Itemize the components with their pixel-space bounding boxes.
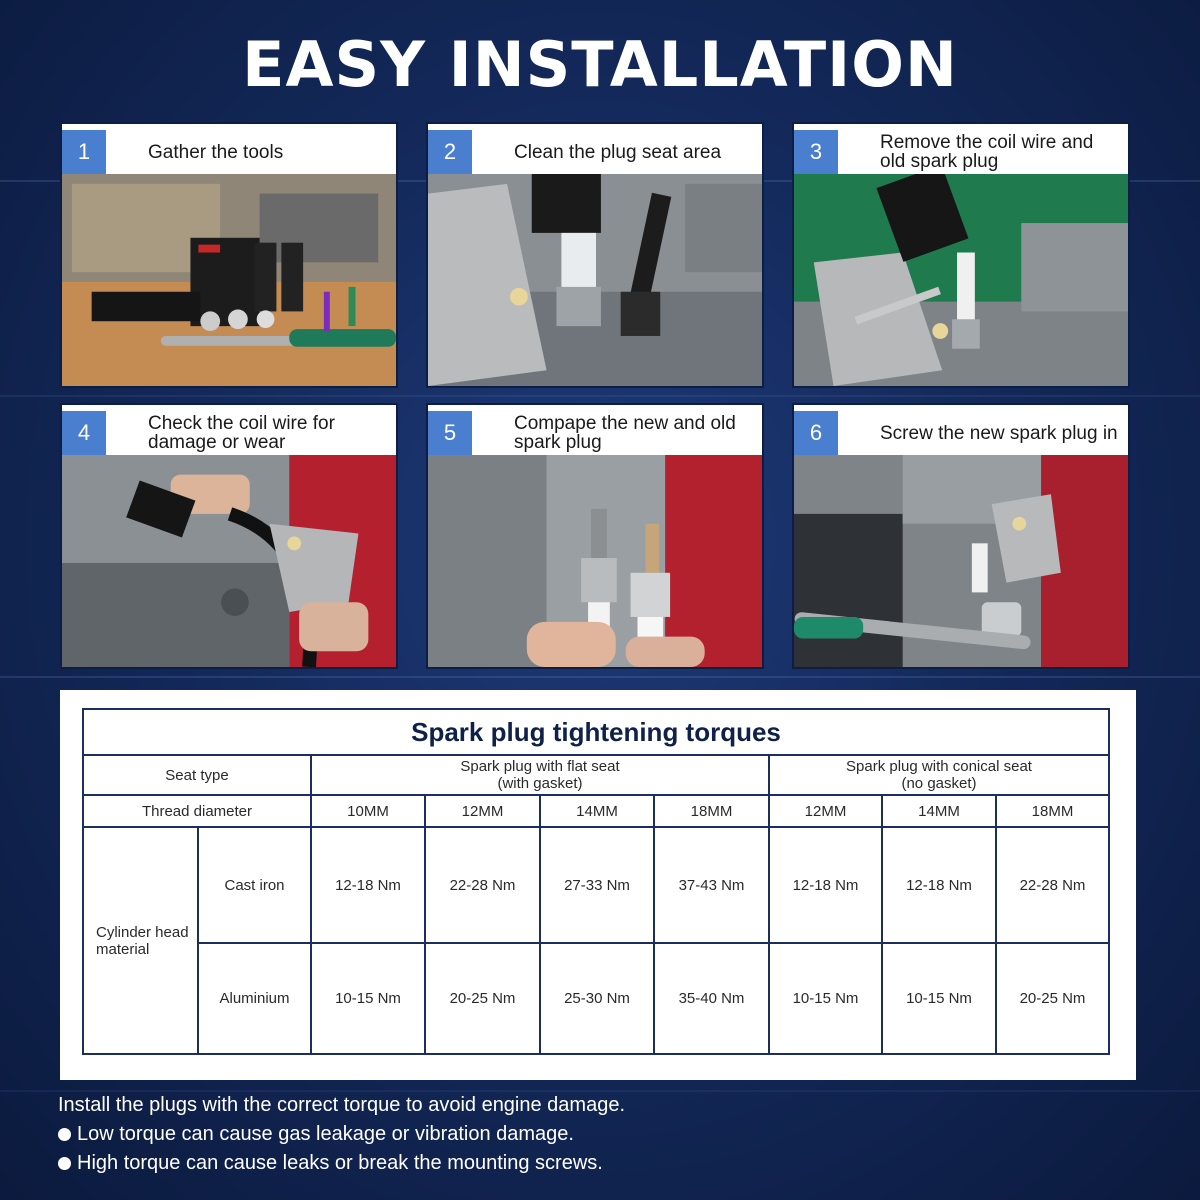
seat-type-label: Seat type bbox=[84, 756, 312, 796]
torque-panel bbox=[60, 690, 1136, 1080]
thread-cell: 12MM bbox=[770, 796, 883, 828]
torque-notes bbox=[58, 1092, 625, 1177]
bullet-dot-icon bbox=[58, 1128, 71, 1141]
step-header bbox=[794, 405, 1128, 453]
torque-cell: 22-28 Nm bbox=[426, 828, 541, 944]
material-label: Cylinder head material bbox=[84, 828, 199, 1053]
step-caption: Screw the new spark plug in bbox=[880, 422, 1118, 444]
step-header bbox=[428, 405, 762, 453]
torque-cell: 37-43 Nm bbox=[655, 828, 770, 944]
step-card-1 bbox=[60, 122, 398, 388]
step-header bbox=[794, 124, 1128, 172]
step-card-6 bbox=[792, 403, 1130, 669]
table-title: Spark plug tightening torques bbox=[84, 710, 1108, 756]
step-card-2 bbox=[426, 122, 764, 388]
cleaning-photo bbox=[428, 174, 762, 386]
torque-cell: 12-18 Nm bbox=[770, 828, 883, 944]
torque-cell: 10-15 Nm bbox=[883, 944, 997, 1053]
step-caption: Compape the new and old spark plug bbox=[514, 413, 736, 453]
thread-cell: 18MM bbox=[655, 796, 770, 828]
step-header bbox=[62, 124, 396, 172]
tools-photo bbox=[62, 174, 396, 386]
torque-cell: 12-18 Nm bbox=[883, 828, 997, 944]
torque-cell: 20-25 Nm bbox=[1019, 990, 1086, 1007]
step-caption: Remove the coil wire and old spark plug bbox=[880, 132, 1094, 172]
thread-cell: 12MM bbox=[426, 796, 541, 828]
torque-cell: 12-18 Nm bbox=[312, 828, 426, 944]
page-title: EASY INSTALLATION bbox=[242, 28, 958, 101]
coil-wire-photo bbox=[62, 455, 396, 667]
torque-cell: 10-15 Nm bbox=[770, 944, 883, 1053]
step-number: 2 bbox=[428, 130, 472, 174]
thread-cell: 10MM bbox=[312, 796, 426, 828]
note-bullet bbox=[58, 1121, 625, 1148]
removal-photo bbox=[794, 174, 1128, 386]
step-card-3 bbox=[792, 122, 1130, 388]
step-caption: Clean the plug seat area bbox=[514, 141, 722, 163]
step-caption: Gather the tools bbox=[148, 141, 284, 163]
torque-cell: 35-40 Nm bbox=[655, 944, 770, 1053]
note-text: High torque can cause leaks or break the mounting screws. bbox=[77, 1152, 603, 1174]
note-bullet bbox=[58, 1150, 625, 1177]
step-header bbox=[62, 405, 396, 453]
torque-cell: 20-25 Nm bbox=[426, 944, 541, 1053]
step-card-4 bbox=[60, 403, 398, 669]
material-aluminium: Aluminium bbox=[199, 944, 312, 1053]
torque-table bbox=[82, 708, 1110, 1055]
conical-seat-header: Spark plug with conical seat (no gasket) bbox=[770, 756, 1108, 796]
note-text: Low torque can cause gas leakage or vibration damage. bbox=[77, 1123, 574, 1145]
torque-cell: 25-30 Nm bbox=[541, 944, 655, 1053]
step-caption: Check the coil wire for damage or wear bbox=[148, 413, 335, 453]
material-cast-iron: Cast iron bbox=[199, 828, 312, 944]
torque-cell: 10-15 Nm bbox=[312, 944, 426, 1053]
notes-intro: Install the plugs with the correct torque to avoid engine damage. bbox=[58, 1094, 626, 1116]
thread-cell: 14MM bbox=[541, 796, 655, 828]
thread-label: Thread diameter bbox=[84, 796, 312, 828]
step-number: 4 bbox=[62, 411, 106, 455]
flat-seat-header: Spark plug with flat seat (with gasket) bbox=[312, 756, 770, 796]
step-number: 3 bbox=[794, 130, 838, 174]
bullet-dot-icon bbox=[58, 1157, 71, 1170]
step-card-5 bbox=[426, 403, 764, 669]
thread-cell: 18MM bbox=[997, 796, 1108, 828]
compare-plugs-photo bbox=[428, 455, 762, 667]
step-number: 1 bbox=[62, 130, 106, 174]
step-header bbox=[428, 124, 762, 172]
step-number: 5 bbox=[428, 411, 472, 455]
torque-cell: 22-28 Nm bbox=[997, 828, 1108, 944]
thread-cell: 14MM bbox=[883, 796, 997, 828]
torque-cell: 27-33 Nm bbox=[541, 828, 655, 944]
install-plug-photo bbox=[794, 455, 1128, 667]
step-number: 6 bbox=[794, 411, 838, 455]
